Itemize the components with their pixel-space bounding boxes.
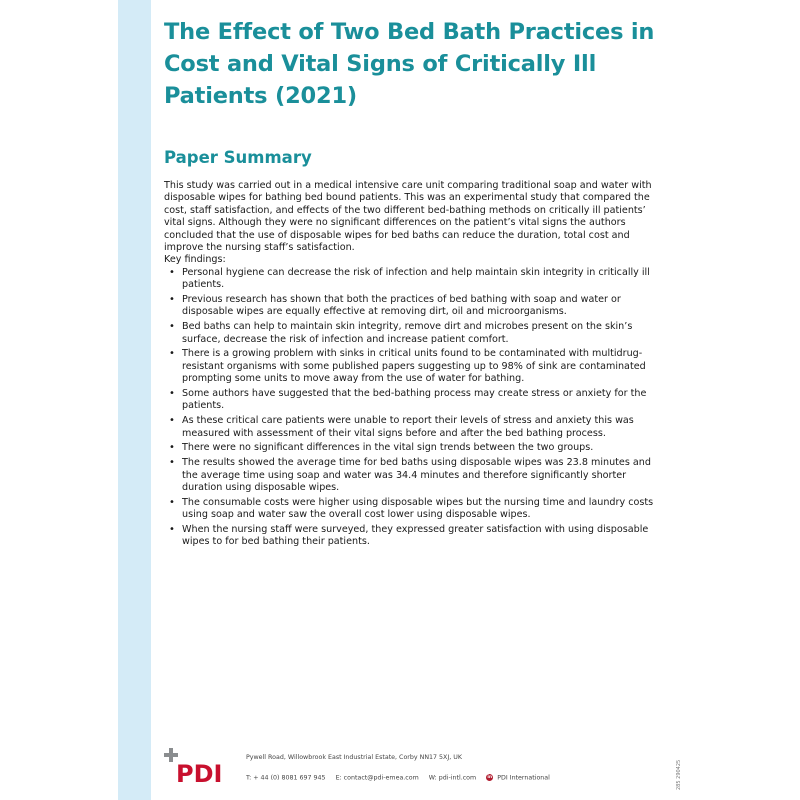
footer-address: Pywell Road, Willowbrook East Industrial Estate, Corby NN17 5XJ, UK xyxy=(246,754,462,761)
pdi-logo xyxy=(164,744,244,786)
footer-contact xyxy=(246,774,550,782)
finding-item: • There is a growing problem with sinks in critical units found to be contaminated with multidrug-resistant organisms with some published papers suggesting up to 98% of sink are contaminated prompting some units to move away from the use of water for bathing. xyxy=(182,348,664,385)
finding-item: • As these critical care patients were unable to report their levels of stress and anxiety this was measured with assessment of their vital signs before and after the bed bathing process. xyxy=(182,415,664,440)
footer-web[interactable]: W: pdi-intl.com xyxy=(428,774,477,782)
section-heading: Paper Summary xyxy=(164,148,312,167)
finding-item: • There were no significant differences in the vital sign trends between the two groups. xyxy=(182,442,664,454)
footer-linkedin[interactable]: PDI International xyxy=(497,774,550,782)
finding-item: • The results showed the average time for bed baths using disposable wipes was 23.8 minutes and the average time using soap and water was 34.4 minutes and therefore significantly shorter duration using disposable wipes. xyxy=(182,457,664,494)
finding-item: • The consumable costs were higher using disposable wipes but the nursing time and laundry costs using soap and water saw the overall cost lower using disposable wipes. xyxy=(182,497,664,522)
footer-email[interactable]: E: contact@pdi-emea.com xyxy=(335,774,419,782)
key-findings-label: Key findings: xyxy=(164,254,226,266)
finding-item: • Previous research has shown that both the practices of bed bathing with soap and water or disposable wipes are equally effective at removing dirt, oil and microorganisms. xyxy=(182,294,664,319)
finding-item: • Some authors have suggested that the bed-bathing process may create stress or anxiety for the patients. xyxy=(182,388,664,413)
document-code: 285 290425 xyxy=(676,759,682,790)
document-title: The Effect of Two Bed Bath Practices in Cost and Vital Signs of Critically Ill Patients (2021) xyxy=(164,19,655,109)
linkedin-icon[interactable]: in xyxy=(487,775,493,780)
findings-list xyxy=(164,267,664,549)
summary-body xyxy=(164,180,664,551)
side-color-band xyxy=(118,0,151,800)
logo-wordmark: PDI xyxy=(176,760,223,786)
finding-item: • Bed baths can help to maintain skin integrity, remove dirt and microbes present on the skin’s surface, decrease the risk of infection and increase patient comfort. xyxy=(182,321,664,346)
intro-paragraph: This study was carried out in a medical intensive care unit comparing traditional soap and water with disposable wipes for bathing bed bound patients. This was an experimental study that compared the cost, staff satisfaction, and effects of the two different bed-bathing methods on critically ill patients’ vital signs. Although they were no significant differences on the patient’s vital signs the authors concluded that the use of disposable wipes for bed baths can reduce the duration, total cost and improve the nursing staff’s satisfaction. xyxy=(164,180,652,254)
footer-phone: T: + 44 (0) 8081 697 945 xyxy=(246,774,326,782)
finding-item: • When the nursing staff were surveyed, they expressed greater satisfaction with using disposable wipes to for bed bathing their patients. xyxy=(182,524,664,549)
finding-item: • Personal hygiene can decrease the risk of infection and help maintain skin integrity in critically ill patients. xyxy=(182,267,664,292)
